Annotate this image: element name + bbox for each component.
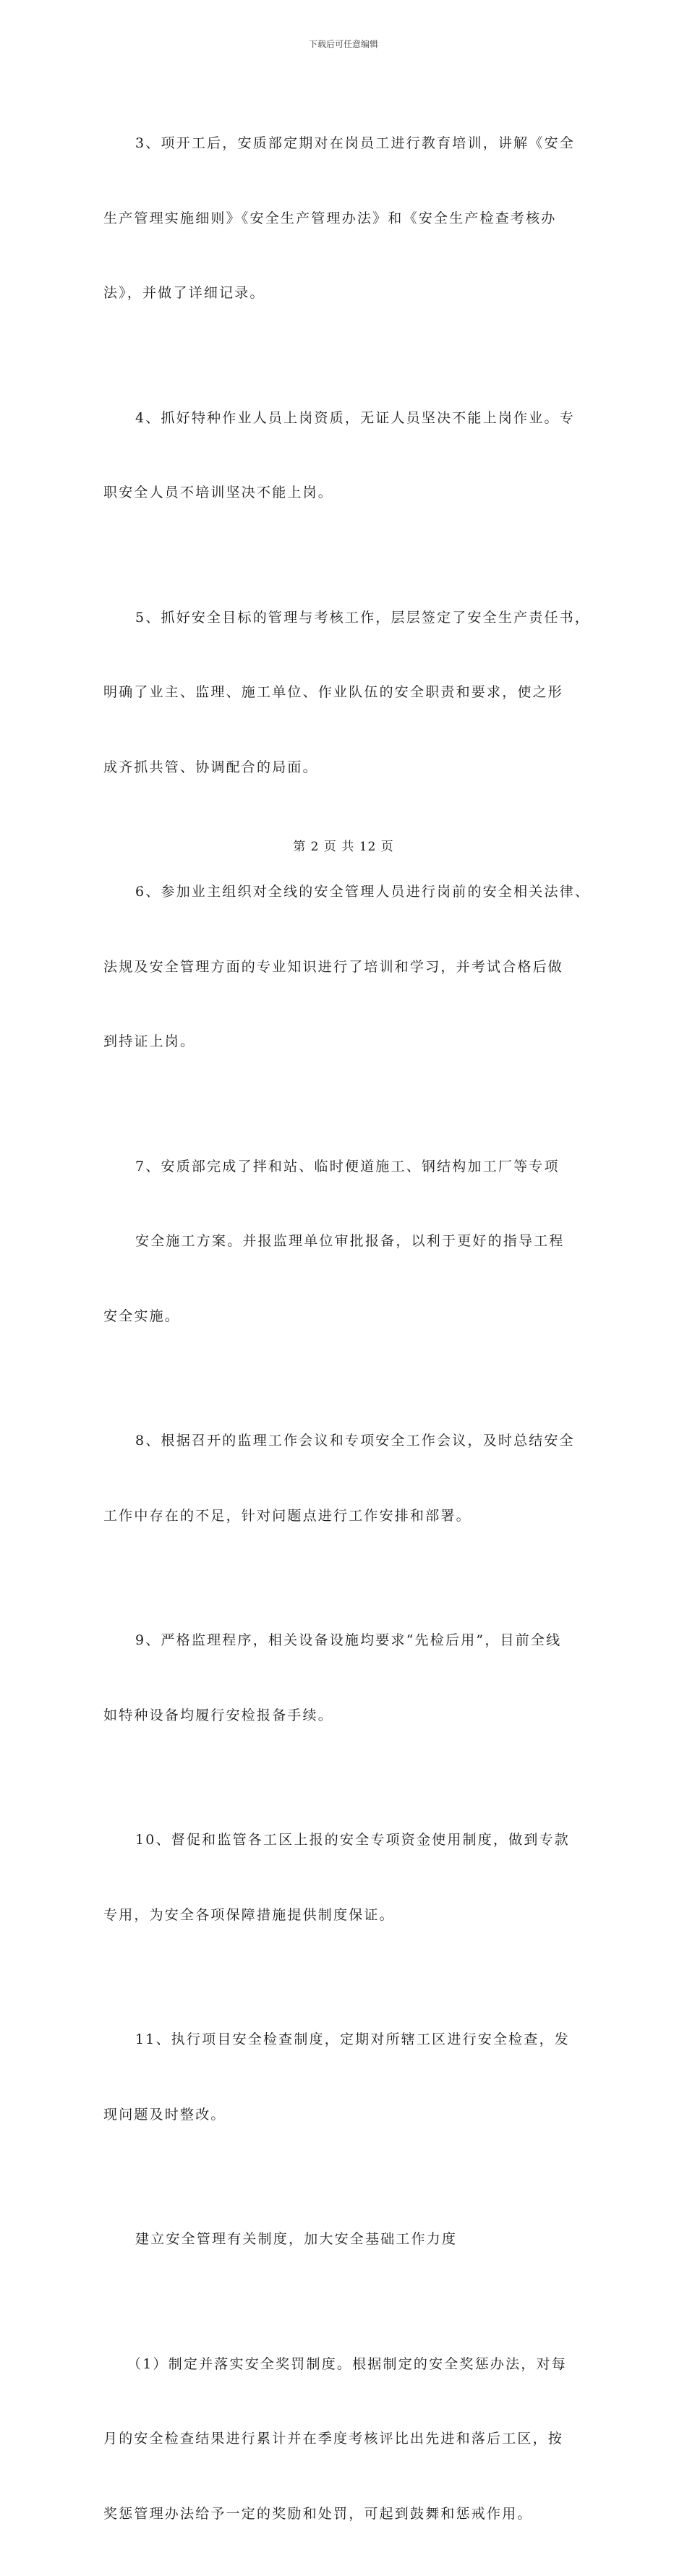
text-line: （1）制定并落实安全奖罚制度。根据制定的安全奖惩办法，对每 (103, 2352, 595, 2377)
text-line: 如特种设备均履行安检报备手续。 (103, 1703, 595, 1728)
text-line: 专用，为安全各项保障措施提供制度保证。 (103, 1903, 595, 1928)
page-footer: 第 2 页 共 12 页 (0, 836, 687, 854)
page-header: 下载后可任意编辑 (0, 38, 687, 50)
paragraph-item-7 (103, 1104, 595, 1379)
text-line: 成齐抓共管、协调配合的局面。 (103, 755, 595, 780)
text-line: 职安全人员不培训坚决不能上岗。 (103, 480, 595, 506)
text-line: 8、根据召开的监理工作会议和专项安全工作会议，及时总结安全 (103, 1428, 595, 1454)
text-line: 安全施工方案。并报监理单位审批报备，以利于更好的指导工程 (103, 1229, 595, 1254)
text-line: 安全实施。 (103, 1304, 595, 1329)
text-line: 月的安全检查结果进行累计并在季度考核评比出先进和落后工区，按 (103, 2426, 595, 2452)
text-line: 生产管理实施细则》《安全生产管理办法》和《安全生产检查考核办 (103, 206, 595, 231)
text-line: 11、执行项目安全检查制度，定期对所辖工区进行安全检查，发 (103, 2027, 595, 2052)
text-line: 奖惩管理办法给予一定的奖励和处罚，可起到鼓舞和惩戒作用。 (103, 2502, 595, 2527)
text-line: 7、安质部完成了拌和站、临时便道施工、钢结构加工厂等专项 (103, 1154, 595, 1180)
section-heading (103, 2177, 595, 2302)
text-line: 工作中存在的不足，针对问题点进行工作安排和部署。 (103, 1504, 595, 1529)
text-line: 3、项开工后，安质部定期对在岗员工进行教育培训，讲解《安全 (103, 131, 595, 156)
paragraph-item-5 (103, 555, 595, 830)
paragraph-item-8 (103, 1378, 595, 1578)
text-line: 到持证上岗。 (103, 1029, 595, 1054)
text-line: 10、督促和监管各工区上报的安全专项资金使用制度，做到专款 (103, 1827, 595, 1853)
paragraph-item-9 (103, 1578, 595, 1778)
paragraph-item-11 (103, 1977, 595, 2177)
text-line: 5、抓好安全目标的管理与考核工作，层层签定了安全生产责任书， (103, 605, 595, 631)
paragraph-item-3 (103, 81, 595, 356)
text-line: 明确了业主、监理、施工单位、作业队伍的安全职责和要求，使之形 (103, 680, 595, 705)
text-line: 法》，并做了详细记录。 (103, 281, 595, 306)
text-line: 法规及安全管理方面的专业知识进行了培训和学习，并考试合格后做 (103, 955, 595, 980)
text-line: 6、参加业主组织对全线的安全管理人员进行岗前的安全相关法律、 (103, 879, 595, 905)
text-line: 9、严格监理程序，相关设备设施均要求“先检后用”，目前全线 (103, 1628, 595, 1653)
paragraph-sub-1 (103, 2302, 595, 2576)
text-line: 建立安全管理有关制度，加大安全基础工作力度 (103, 2227, 595, 2252)
paragraph-item-10 (103, 1778, 595, 1977)
text-line: 4、抓好特种作业人员上岗资质，无证人员坚决不能上岗作业。专 (103, 406, 595, 431)
paragraph-item-4 (103, 356, 595, 555)
text-line: 现问题及时整改。 (103, 2102, 595, 2128)
document-body (103, 81, 595, 2576)
paragraph-item-6 (103, 829, 595, 1104)
